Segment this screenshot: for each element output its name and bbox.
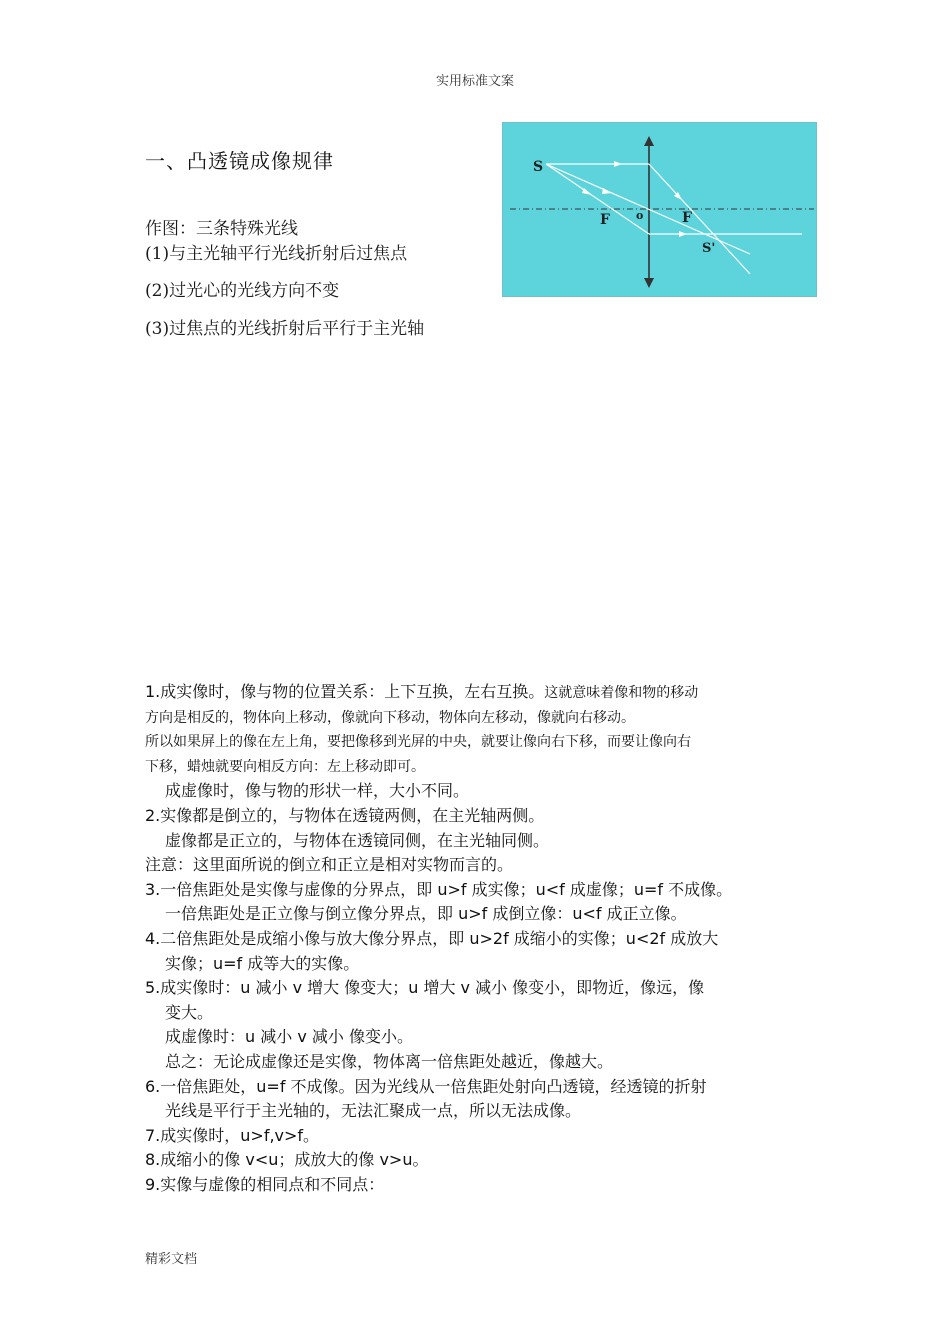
line-9: 3.一倍焦距处是实像与虚像的分界点，即 u>f 成实像；u<f 成虚像；u=f 不成像。 (145, 879, 733, 899)
line-18: 光线是平行于主光轴的，无法汇聚成一点，所以无法成像。 (165, 1101, 582, 1121)
line-13: 5.成实像时：u 减小 v 增大 像变大；u 增大 v 减小 像变小，即物近，像远，像 (145, 978, 705, 998)
line-14: 变大。 (165, 1002, 214, 1022)
line-10: 一倍焦距处是正立像与倒立像分界点，即 u>f 成倒立像：u<f 成正立像。 (165, 904, 687, 924)
line-8: 注意：这里面所说的倒立和正立是相对实物而言的。 (145, 855, 514, 875)
label-f-right: F (682, 210, 692, 226)
line-11: 4.二倍焦距处是成缩小像与放大像分界点，即 u>2f 成缩小的实像；u<2f 成放大 (145, 928, 719, 948)
line-6: 2.实像都是倒立的，与物体在透镜两侧，在主光轴两侧。 (145, 805, 545, 825)
label-s-image: S' (702, 241, 716, 256)
page-header: 实用标准文案 (435, 74, 514, 89)
line-19: 7.成实像时，u>f,v>f。 (145, 1125, 320, 1145)
line-21: 9.实像与虚像的相同点和不同点： (145, 1174, 385, 1194)
line-3: 所以如果屏上的像在左上角，要把像移到光屏的中央，就要让像向右下移，而要让像向右 (145, 734, 691, 751)
line-5: 成虚像时，像与物的形状一样，大小不同。 (165, 781, 470, 801)
drawing-heading: 作图：三条特殊光线 (145, 219, 298, 239)
line-2: 方向是相反的，物体向上移动，像就向下移动，物体向左移动，像就向右移动。 (145, 709, 635, 726)
line-20: 8.成缩小的像 v<u；成放大的像 v>u。 (145, 1150, 429, 1170)
body-text (145, 680, 815, 1197)
rule-3: (3)过焦点的光线折射后平行于主光轴 (145, 319, 425, 339)
label-o: o (636, 209, 644, 222)
line-12: 实像；u=f 成等大的实像。 (165, 953, 360, 973)
line-17: 6.一倍焦距处，u=f 不成像。因为光线从一倍焦距处射向凸透镜，经透镜的折射 (145, 1076, 707, 1096)
rule-2: (2)过光心的光线方向不变 (145, 281, 340, 301)
label-f-left: F (600, 212, 610, 228)
line-1-main: 1.成实像时，像与物的位置关系：上下互换，左右互换。 (145, 682, 545, 701)
line-16: 总之：无论成虚像还是实像，物体离一倍焦距处越近，像越大。 (165, 1051, 614, 1071)
line-1-tail: 这就意味着像和物的移动 (544, 685, 699, 701)
line-7: 虚像都是正立的，与物体在透镜同侧，在主光轴同侧。 (165, 830, 550, 850)
line-4: 下移，蜡烛就要向相反方向：左上移动即可。 (145, 758, 425, 775)
section-title: 一、凸透镜成像规律 (145, 149, 334, 173)
label-s: S (533, 159, 544, 175)
line-15: 成虚像时：u 减小 v 减小 像变小。 (165, 1027, 413, 1047)
rule-1: (1)与主光轴平行光线折射后过焦点 (145, 244, 408, 264)
line-1 (145, 680, 815, 706)
convex-lens-diagram (502, 122, 817, 297)
page-footer: 精彩文档 (145, 1252, 198, 1267)
